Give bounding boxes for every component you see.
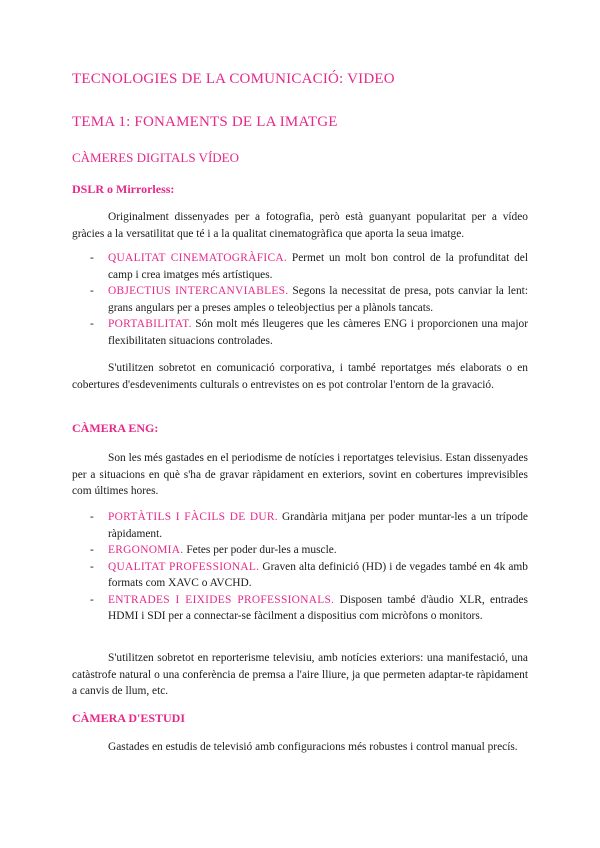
bullet-text: Grandària mitjana per poder muntar-les a un trípode ràpidament. [108,511,528,540]
bullet-term: OBJECTIUS INTERCANVIABLES. [108,285,289,297]
bullet-dash: - [90,544,94,556]
list-item [72,283,528,316]
bullet-dash: - [90,285,94,297]
topic-title: TEMA 1: FONAMENTS DE LA IMATGE [72,114,338,130]
dslr-bullet-list [72,250,528,349]
studio-intro: Gastades en estudis de televisió amb configuracions més robustes i control manual precís. [108,741,518,753]
bullet-text: Fetes per poder dur-les a muscle. [183,544,337,556]
bullet-text: Disposen també d'àudio XLR, entrades HDMI i SDI per a connectar-se fàcilment a dispositius com micròfons o monitors. [108,593,528,622]
bullet-dash: - [90,318,94,330]
eng-heading: CÀMERA ENG: [72,421,159,435]
bullet-dash: - [90,511,94,523]
list-item [72,250,528,283]
list-item [72,509,528,542]
list-item [72,316,528,349]
bullet-term: QUALITAT PROFESSIONAL. [108,560,260,573]
section-title: CÀMERES DIGITALS VÍDEO [72,150,239,165]
list-item [72,592,528,625]
bullet-dash: - [90,560,94,573]
bullet-dash: - [90,252,94,264]
dslr-intro: Originalment dissenyades per a fotografia, però està guanyant popularitat per a vídeo gràcies a la versatilitat que té i a la qualitat cinematogràfica que aporta la seua imatge. [72,211,528,240]
list-item [72,542,528,559]
bullet-term: PORTÀTILS I FÀCILS DE DUR. [108,511,278,523]
bullet-term: PORTABILITAT. [108,318,192,330]
bullet-text: Graven alta definició (HD) i de vegades també en 4k amb formats com XAVC o AVCHD. [108,560,528,589]
document-title: TECNOLOGIES DE LA COMUNICACIÓ: VIDEO [72,71,395,87]
eng-bullet-list [72,509,528,625]
bullet-term: QUALITAT CINEMATOGRÀFICA. [108,252,288,264]
bullet-dash: - [90,593,94,606]
bullet-text: Són molt més lleugeres que les càmeres ENG i proporcionen una major flexibilitaten situacions controlades. [108,318,528,347]
eng-usage: S'utilitzen sobretot en reporterisme televisiu, amb notícies exteriors: una manifestació, una catàstrofe natural o una conferència de premsa a l'aire lliure, ja que permeten adaptar-te ràpidament a canvis de llum, etc. [72,652,528,697]
studio-heading: CÀMERA D'ESTUDI [72,711,186,725]
bullet-term: ERGONOMIA. [108,544,184,556]
dslr-usage: S'utilitzen sobretot en comunicació corporativa, i també reportatges més elaborats o en cobertures d'esdeveniments culturals o entrevistes on es pot controlar l'entorn de la gravació. [72,362,528,391]
bullet-text: Segons la necessitat de presa, pots canviar la lent: grans angulars per a preses amples o teleobjectius per a plànols tancats. [108,285,528,314]
dslr-heading: DSLR o Mirrorless: [72,182,175,196]
bullet-term: ENTRADES I EIXIDES PROFESSIONALS. [108,593,335,606]
list-item [72,559,528,592]
bullet-text: Permet un molt bon control de la profunditat del camp i crea imatges més artístiques. [108,252,528,281]
eng-intro: Son les més gastades en el periodisme de notícies i reportatges televisius. Estan dissenyades per a situacions en què s'ha de gravar ràpidament en exteriors, sovint en cobertures imprevisibles com últimes hores. [72,452,528,497]
